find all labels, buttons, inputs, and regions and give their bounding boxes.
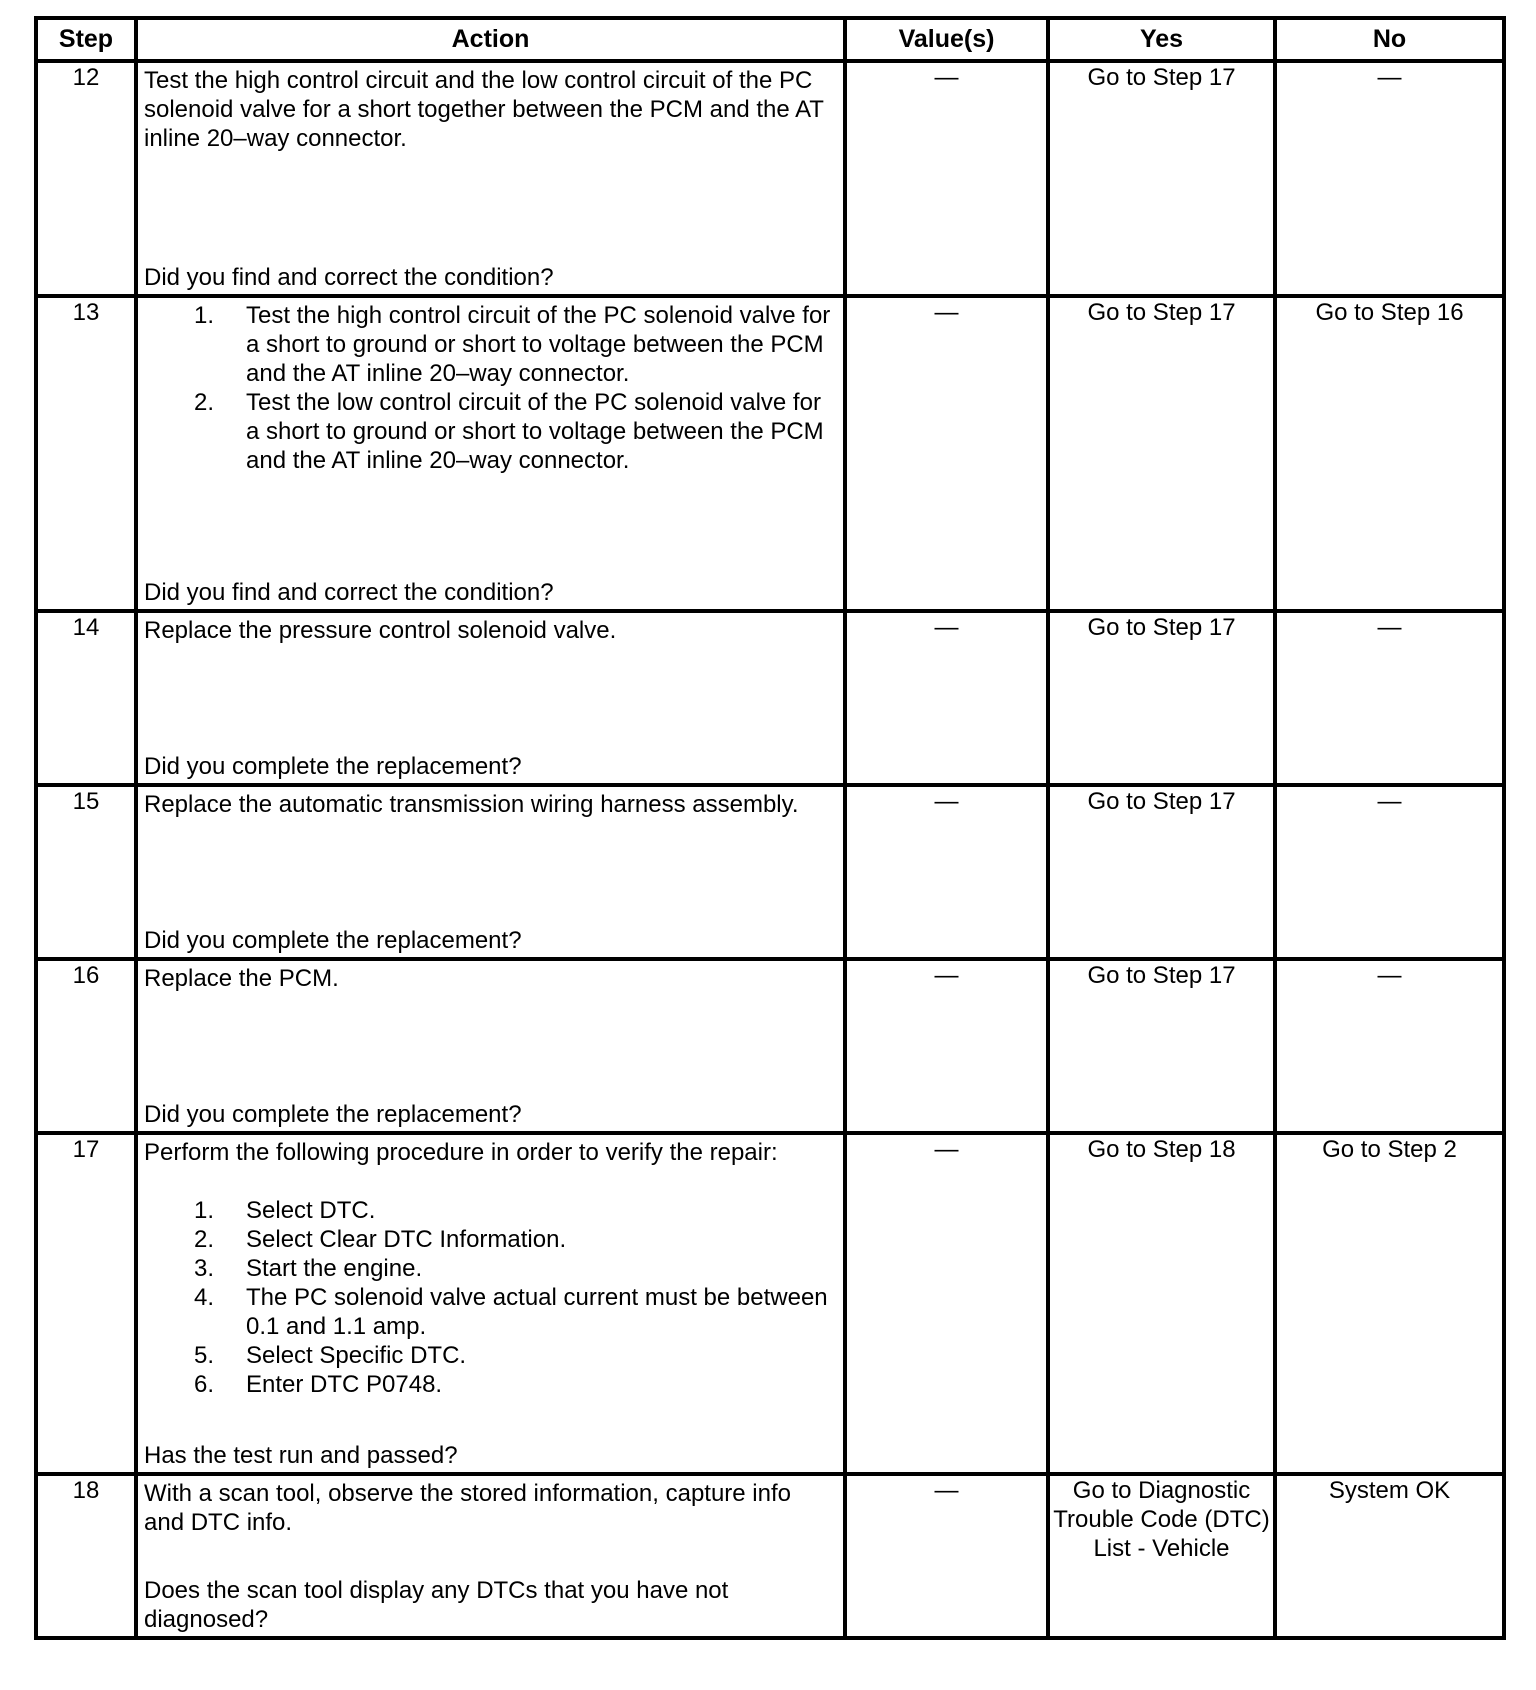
action-question: Did you complete the replacement? — [144, 1101, 522, 1128]
action-question: Did you find and correct the condition? — [144, 264, 554, 291]
no-cell: — — [1275, 61, 1504, 296]
value-cell: — — [845, 1474, 1048, 1638]
value-cell: — — [845, 296, 1048, 611]
step-number: 12 — [36, 61, 136, 296]
no-cell: Go to Step 16 — [1275, 296, 1504, 611]
action-text: With a scan tool, observe the stored information, capture info and DTC info. — [144, 1480, 792, 1536]
header-values: Value(s) — [845, 18, 1048, 61]
list-item-number: 3. — [194, 1255, 215, 1282]
action-question: Does the scan tool display any DTCs that you have not diagnosed? — [144, 1577, 729, 1633]
list-item-text: Select Clear DTC Information. — [246, 1226, 567, 1253]
value-cell: — — [845, 611, 1048, 785]
table-row-step-16 — [36, 959, 1504, 1133]
list-item — [194, 1254, 837, 1283]
action-cell — [136, 61, 845, 296]
header-row — [36, 18, 1504, 61]
list-item — [194, 1225, 837, 1254]
value-cell: — — [845, 1133, 1048, 1474]
step-number: 14 — [36, 611, 136, 785]
list-item-text: Test the high control circuit of the PC solenoid valve for a short to ground or short to voltage between the PCM and the AT inline 20–way connector. — [246, 302, 831, 387]
yes-cell: Go to Diagnostic Trouble Code (DTC) List - Vehicle — [1048, 1474, 1275, 1638]
no-cell: Go to Step 2 — [1275, 1133, 1504, 1474]
header-step: Step — [36, 18, 136, 61]
yes-cell: Go to Step 17 — [1048, 959, 1275, 1133]
action-step-list — [144, 1196, 837, 1399]
list-item-text: Enter DTC P0748. — [246, 1371, 443, 1398]
list-item — [194, 1341, 837, 1370]
no-cell: — — [1275, 611, 1504, 785]
step-number: 13 — [36, 296, 136, 611]
value-cell: — — [845, 785, 1048, 959]
list-item-number: 6. — [194, 1371, 215, 1398]
step-number: 17 — [36, 1133, 136, 1474]
yes-cell: Go to Step 17 — [1048, 61, 1275, 296]
header-action: Action — [136, 18, 845, 61]
yes-cell: Go to Step 17 — [1048, 296, 1275, 611]
action-question: Has the test run and passed? — [144, 1442, 458, 1469]
header-no: No — [1275, 18, 1504, 61]
list-item-number: 5. — [194, 1342, 215, 1369]
list-item-number: 2. — [194, 389, 215, 416]
yes-cell: Go to Step 17 — [1048, 785, 1275, 959]
step-number: 15 — [36, 785, 136, 959]
table-row-step-17 — [36, 1133, 1504, 1474]
step-number: 16 — [36, 959, 136, 1133]
table-row-step-14 — [36, 611, 1504, 785]
no-cell: — — [1275, 959, 1504, 1133]
action-cell — [136, 1133, 845, 1474]
list-item — [194, 301, 837, 388]
action-cell — [136, 1474, 845, 1638]
list-item-number: 1. — [194, 302, 215, 329]
header-yes: Yes — [1048, 18, 1275, 61]
action-text: Test the high control circuit and the low control circuit of the PC solenoid valve for a short together between the PCM and the AT inline 20–way connector. — [144, 67, 824, 152]
list-item-number: 4. — [194, 1284, 215, 1311]
action-step-list — [144, 301, 837, 475]
yes-cell: Go to Step 17 — [1048, 611, 1275, 785]
list-item — [194, 1370, 837, 1399]
table-row-step-13 — [36, 296, 1504, 611]
diagnostic-table — [34, 16, 1506, 1640]
action-question: Did you find and correct the condition? — [144, 579, 554, 606]
list-item — [194, 1196, 837, 1225]
action-text: Replace the automatic transmission wiring harness assembly. — [144, 791, 799, 818]
yes-cell: Go to Step 18 — [1048, 1133, 1275, 1474]
no-cell: System OK — [1275, 1474, 1504, 1638]
action-text: Replace the PCM. — [144, 965, 339, 992]
list-item-text: Start the engine. — [246, 1255, 423, 1282]
value-cell: — — [845, 61, 1048, 296]
list-item-text: Test the low control circuit of the PC solenoid valve for a short to ground or short to voltage between the PCM and the AT inline 20–way connector. — [246, 389, 824, 474]
action-cell — [136, 959, 845, 1133]
action-cell — [136, 785, 845, 959]
action-text: Perform the following procedure in order to verify the repair: — [144, 1139, 778, 1166]
value-cell: — — [845, 959, 1048, 1133]
no-cell: — — [1275, 785, 1504, 959]
list-item-number: 2. — [194, 1226, 215, 1253]
action-text: Replace the pressure control solenoid valve. — [144, 617, 617, 644]
list-item-text: Select DTC. — [246, 1197, 376, 1224]
step-number: 18 — [36, 1474, 136, 1638]
list-item-number: 1. — [194, 1197, 215, 1224]
action-cell — [136, 611, 845, 785]
list-item — [194, 1283, 837, 1341]
table-row-step-18 — [36, 1474, 1504, 1638]
table-row-step-15 — [36, 785, 1504, 959]
action-question: Did you complete the replacement? — [144, 753, 522, 780]
list-item — [194, 388, 837, 475]
list-item-text: Select Specific DTC. — [246, 1342, 467, 1369]
table-row-step-12 — [36, 61, 1504, 296]
action-cell — [136, 296, 845, 611]
action-question: Did you complete the replacement? — [144, 927, 522, 954]
list-item-text: The PC solenoid valve actual current must be between 0.1 and 1.1 amp. — [246, 1284, 828, 1340]
